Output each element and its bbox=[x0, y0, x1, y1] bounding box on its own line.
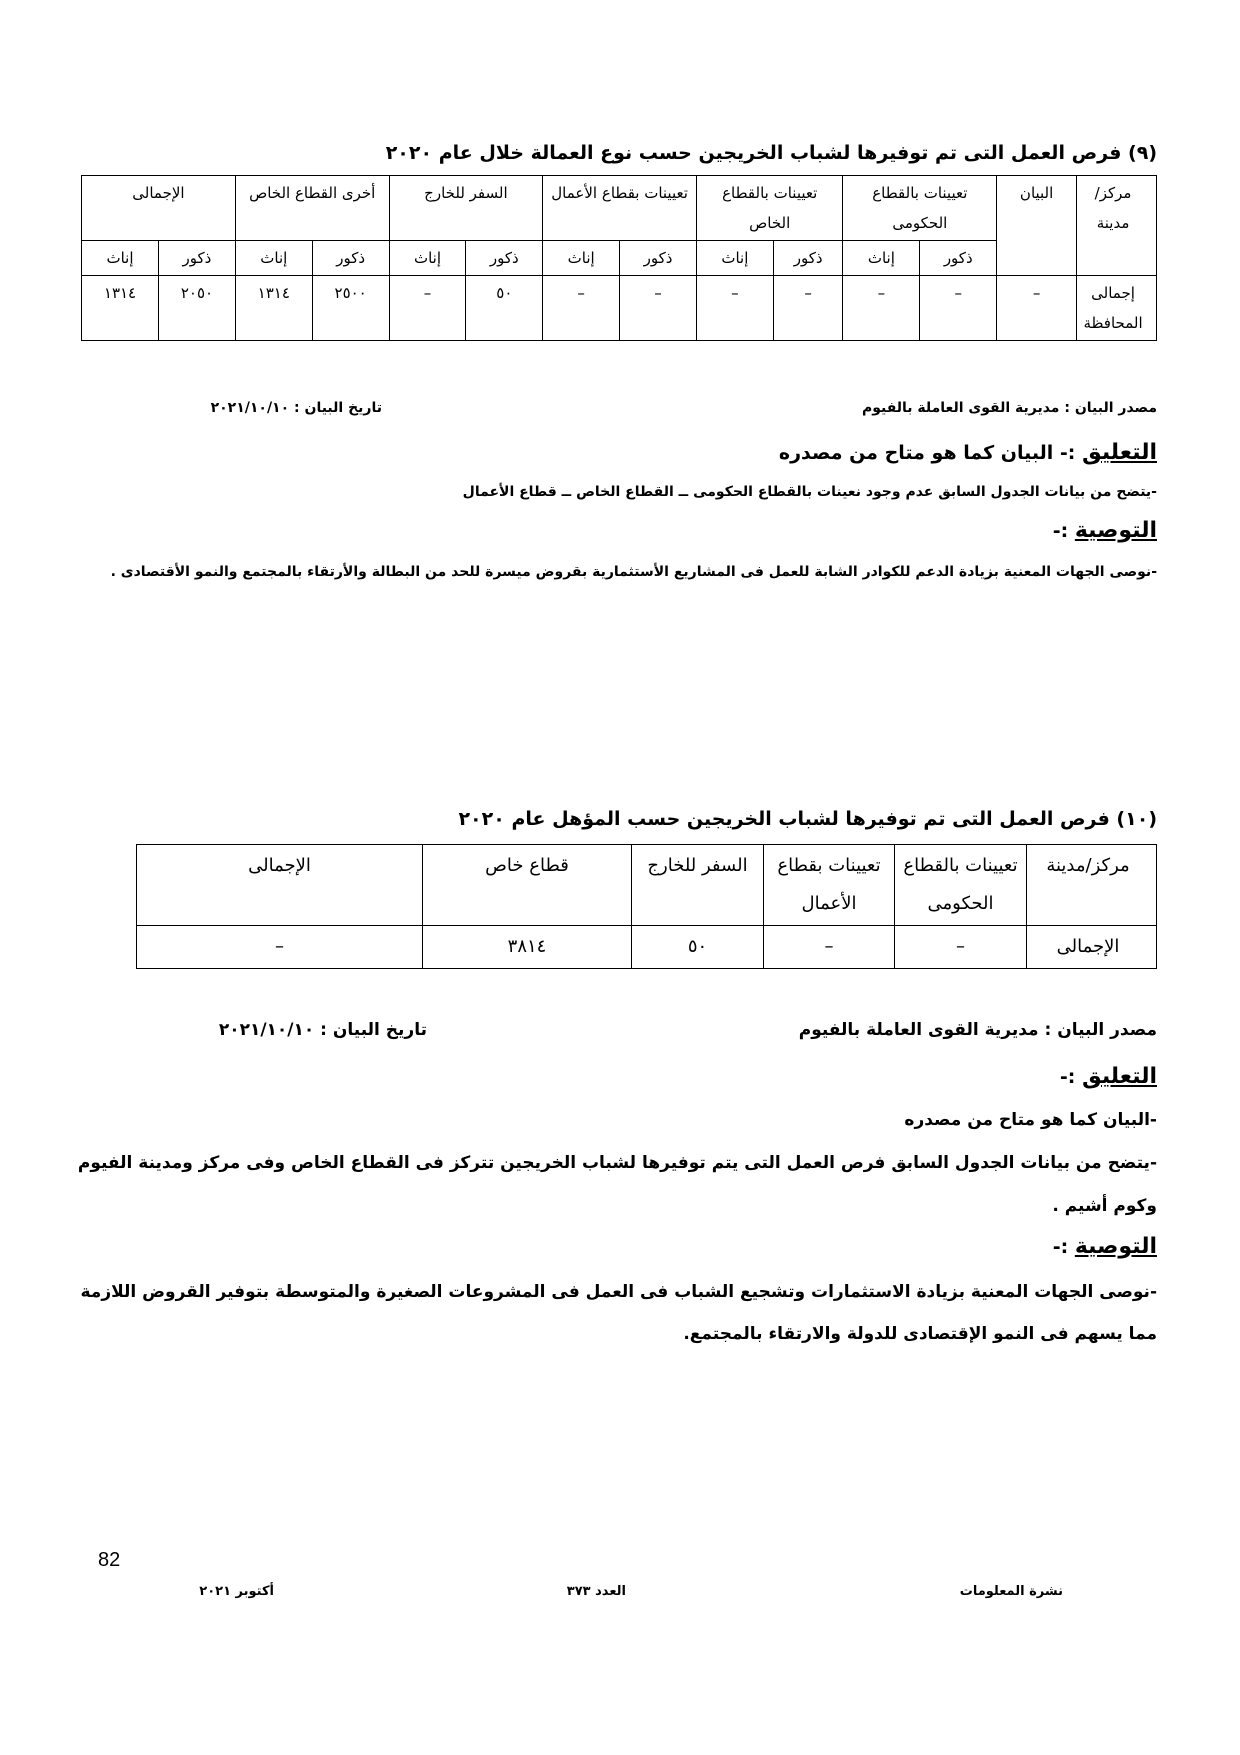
footer-issue: العدد ٣٧٣ bbox=[566, 1584, 626, 1599]
table10-cell-business: – bbox=[764, 926, 895, 969]
table10-rec-heading: التوصية bbox=[1074, 1234, 1157, 1259]
table9-cell-other-male: ٢٥٠٠ bbox=[312, 276, 389, 341]
table10-header-business: تعيينات بقطاع الأعمال bbox=[764, 845, 895, 926]
table9-business-female: إناث bbox=[543, 241, 620, 276]
table9-comment-heading: التعليق bbox=[1082, 440, 1157, 465]
table10-cell-private: ٣٨١٤ bbox=[423, 926, 632, 969]
table9-cell-business-female: – bbox=[543, 276, 620, 341]
table9-row-label: إجمالى المحافظة bbox=[1077, 276, 1157, 341]
table9-comment-line: -يتضح من بيانات الجدول السابق عدم وجود نعينات بالقطاع الحكومى ــ القطاع الخاص ــ قطاع الأعمال bbox=[462, 484, 1157, 500]
table10-source: مصدر البيان : مديرية القوى العاملة بالفيوم bbox=[798, 1020, 1157, 1040]
table10-cell-total: – bbox=[137, 926, 423, 969]
table9-title: (٩) فرص العمل التى تم توفيرها لشباب الخريجين حسب نوع العمالة خلال عام ٢٠٢٠ bbox=[385, 142, 1157, 164]
table9-other-male: ذكور bbox=[312, 241, 389, 276]
table9-source: مصدر البيان : مديرية القوى العاملة بالفيوم bbox=[861, 400, 1157, 416]
footer-date: أكتوبر ٢٠٢١ bbox=[199, 1584, 274, 1599]
table9-comment-suffix: :- البيان كما هو متاح من مصدره bbox=[778, 442, 1076, 464]
table9-header-total: الإجمالى bbox=[82, 176, 236, 241]
table10-header-total: الإجمالى bbox=[137, 845, 423, 926]
table9-travel-female: إناث bbox=[389, 241, 466, 276]
table10-comment-line2: -يتضح من بيانات الجدول السابق فرص العمل التى يتم توفيرها لشباب الخريجين تتركز فى القطاع الخاص وفى مركز ومدينة الفيوم bbox=[77, 1153, 1157, 1173]
table10-comment-heading: التعليق bbox=[1082, 1064, 1157, 1089]
table9-business-male: ذكور bbox=[620, 241, 697, 276]
table9-cell-total-female: ١٣١٤ bbox=[82, 276, 159, 341]
table9-date: تاريخ البيان : ٢٠٢١/١٠/١٠ bbox=[210, 400, 382, 416]
table9-gov-male: ذكور bbox=[920, 241, 997, 276]
table9-total-female: إناث bbox=[82, 241, 159, 276]
table9-total-male: ذكور bbox=[159, 241, 236, 276]
table9-cell-private-female: – bbox=[696, 276, 773, 341]
table9-cell-gov-female: – bbox=[843, 276, 920, 341]
table9-header-business: تعيينات بقطاع الأعمال bbox=[543, 176, 697, 241]
table10-date: تاريخ البيان : ٢٠٢١/١٠/١٠ bbox=[218, 1020, 427, 1040]
table9-cell-private-male: – bbox=[773, 276, 843, 341]
footer-publication: نشرة المعلومات bbox=[959, 1584, 1063, 1599]
table9-other-female: إناث bbox=[235, 241, 312, 276]
table9-cell-other-female: ١٣١٤ bbox=[235, 276, 312, 341]
table9-header-travel: السفر للخارج bbox=[389, 176, 543, 241]
table9-cell-travel-male: ٥٠ bbox=[466, 276, 543, 341]
table10-comment-suffix: :- bbox=[1059, 1066, 1076, 1088]
table9-header-private: تعيينات بالقطاع الخاص bbox=[696, 176, 843, 241]
table9 bbox=[81, 175, 1157, 341]
table9-header-center: مركز/مدينة bbox=[1077, 176, 1157, 276]
table9-private-female: إناث bbox=[696, 241, 773, 276]
table10-header-travel: السفر للخارج bbox=[632, 845, 764, 926]
table9-cell-bayan: – bbox=[997, 276, 1077, 341]
table9-cell-total-male: ٢٠٥٠ bbox=[159, 276, 236, 341]
table9-cell-travel-female: – bbox=[389, 276, 466, 341]
page-number: 82 bbox=[98, 1549, 121, 1571]
table9-header-bayan: البيان bbox=[997, 176, 1077, 276]
table10-recommendation bbox=[1053, 1234, 1157, 1259]
table10-rec-line1: -نوصى الجهات المعنية بزيادة الاستثمارات وتشجيع الشباب فى العمل فى المشروعات الصغيرة والمتوسطة بتوفير القروض اللازمة bbox=[80, 1282, 1157, 1302]
table9-header-other-private: أخرى القطاع الخاص bbox=[235, 176, 389, 241]
table9-gov-female: إناث bbox=[843, 241, 920, 276]
table10-comment bbox=[1060, 1064, 1157, 1089]
table10-comment-line1: -البيان كما هو متاح من مصدره bbox=[904, 1110, 1157, 1130]
table10-rec-suffix: :- bbox=[1052, 1236, 1069, 1258]
table9-rec-suffix: :- bbox=[1052, 520, 1069, 542]
table10-header-gov: تعيينات بالقطاع الحكومى bbox=[895, 845, 1027, 926]
table9-rec-line: -نوصى الجهات المعنية بزيادة الدعم للكوادر الشابة للعمل فى المشاريع الأستثمارية بقروض ميسرة للحد من البطالة والأرتقاء بالمجتمع والنمو الأقتصادى . bbox=[110, 564, 1157, 580]
table9-comment bbox=[779, 440, 1157, 465]
table10-rec-line2: مما يسهم فى النمو الإقتصادى للدولة والارتقاء بالمجتمع. bbox=[683, 1324, 1157, 1344]
table9-cell-business-male: – bbox=[620, 276, 697, 341]
table10-title: (١٠) فرص العمل التى تم توفيرها لشباب الخريجين حسب المؤهل عام ٢٠٢٠ bbox=[458, 808, 1157, 830]
table9-rec-heading: التوصية bbox=[1074, 518, 1157, 543]
table10-cell-gov: – bbox=[895, 926, 1027, 969]
table10-header-private: قطاع خاص bbox=[423, 845, 632, 926]
table10-row-label: الإجمالى bbox=[1027, 926, 1157, 969]
table9-travel-male: ذكور bbox=[466, 241, 543, 276]
table10-comment-line3: وكوم أشيم . bbox=[1052, 1196, 1157, 1216]
table9-header-gov: تعيينات بالقطاع الحكومى bbox=[843, 176, 997, 241]
table10 bbox=[136, 844, 1157, 969]
table9-cell-gov-male: – bbox=[920, 276, 997, 341]
table10-header-center: مركز/مدينة bbox=[1027, 845, 1157, 926]
table9-recommendation bbox=[1053, 518, 1157, 543]
table10-cell-travel: ٥٠ bbox=[632, 926, 764, 969]
table9-private-male: ذكور bbox=[773, 241, 843, 276]
